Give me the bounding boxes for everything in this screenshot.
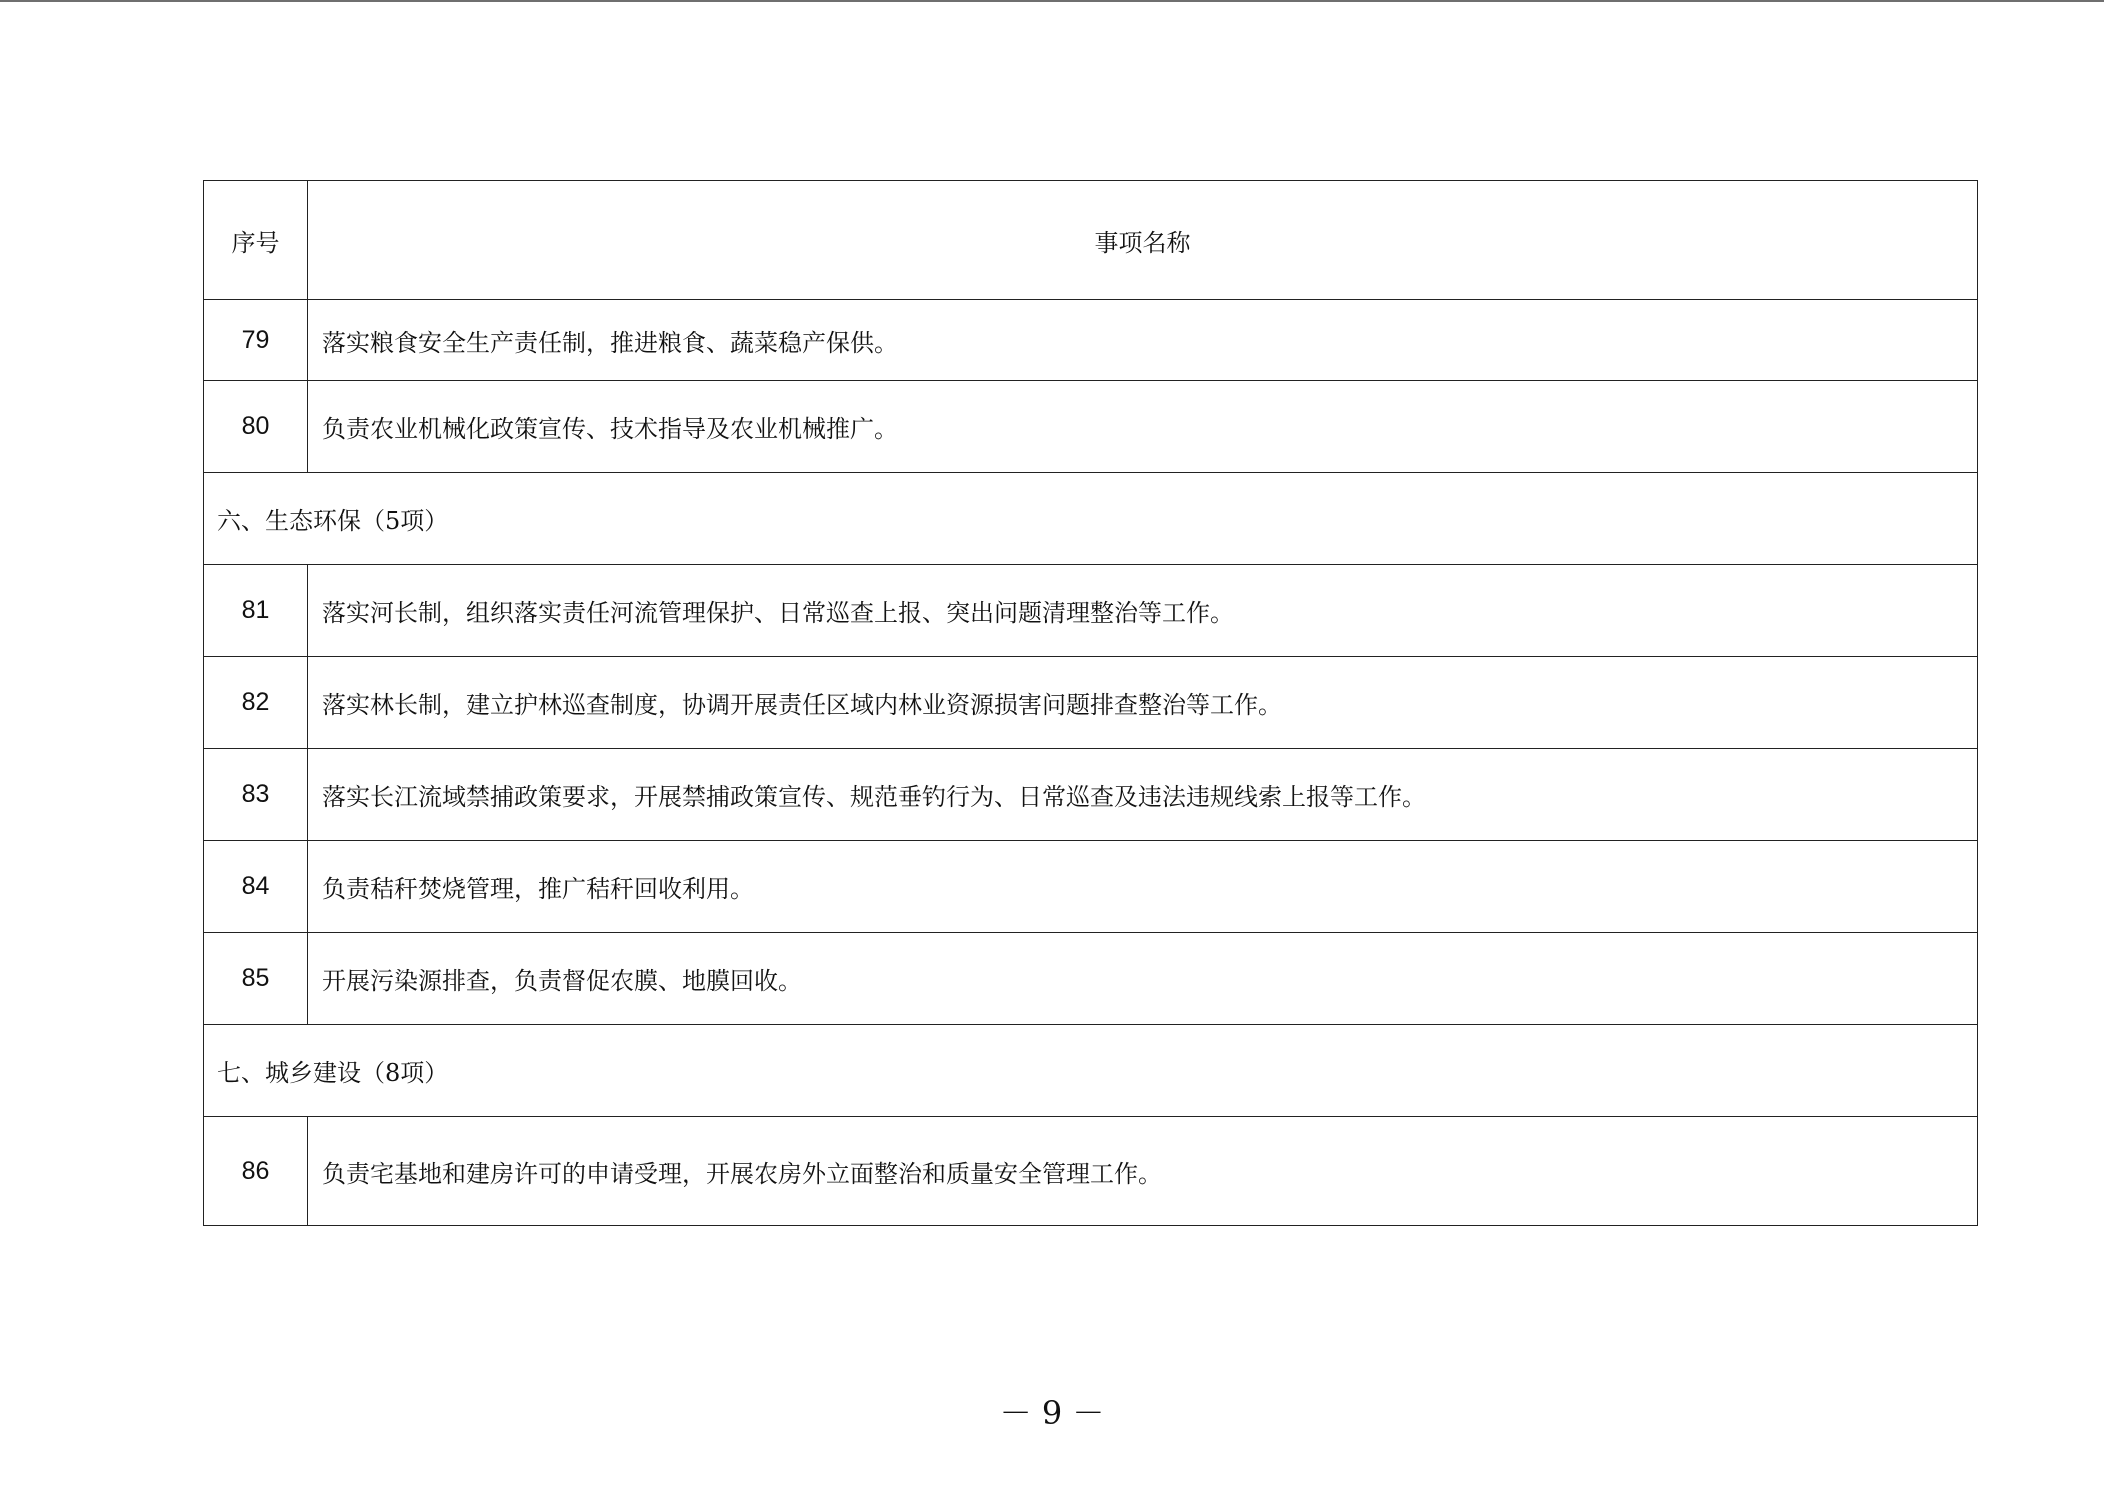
row-text: 落实长江流域禁捕政策要求，开展禁捕政策宣传、规范垂钓行为、日常巡查及违法违规线索上报等工作。 (308, 749, 1978, 841)
section-row (204, 473, 1978, 565)
table-row (204, 300, 1978, 381)
table-row (204, 381, 1978, 473)
section-row (204, 1025, 1978, 1117)
row-number: 79 (204, 300, 308, 381)
table-row (204, 565, 1978, 657)
row-number: 80 (204, 381, 308, 473)
table-row (204, 657, 1978, 749)
row-text: 落实河长制，组织落实责任河流管理保护、日常巡查上报、突出问题清理整治等工作。 (308, 565, 1978, 657)
header-serial-number: 序号 (204, 181, 308, 300)
table-header-row (204, 181, 1978, 300)
row-number: 82 (204, 657, 308, 749)
row-text: 负责宅基地和建房许可的申请受理，开展农房外立面整治和质量安全管理工作。 (308, 1117, 1978, 1226)
row-text: 落实粮食安全生产责任制，推进粮食、蔬菜稳产保供。 (308, 300, 1978, 381)
section-heading: 七、城乡建设（8项） (204, 1025, 1978, 1117)
header-item-name: 事项名称 (308, 181, 1978, 300)
row-number: 83 (204, 749, 308, 841)
page-number: － 9 － (999, 1394, 1105, 1432)
row-number: 85 (204, 933, 308, 1025)
row-number: 81 (204, 565, 308, 657)
section-heading: 六、生态环保（5项） (204, 473, 1978, 565)
row-text: 负责秸秆焚烧管理，推广秸秆回收利用。 (308, 841, 1978, 933)
row-number: 86 (204, 1117, 308, 1226)
items-table (203, 180, 1978, 1226)
table-row (204, 933, 1978, 1025)
row-number: 84 (204, 841, 308, 933)
row-text: 负责农业机械化政策宣传、技术指导及农业机械推广。 (308, 381, 1978, 473)
table-row (204, 1117, 1978, 1226)
table-row (204, 841, 1978, 933)
table-row (204, 749, 1978, 841)
row-text: 落实林长制，建立护林巡查制度，协调开展责任区域内林业资源损害问题排查整治等工作。 (308, 657, 1978, 749)
row-text: 开展污染源排查，负责督促农膜、地膜回收。 (308, 933, 1978, 1025)
